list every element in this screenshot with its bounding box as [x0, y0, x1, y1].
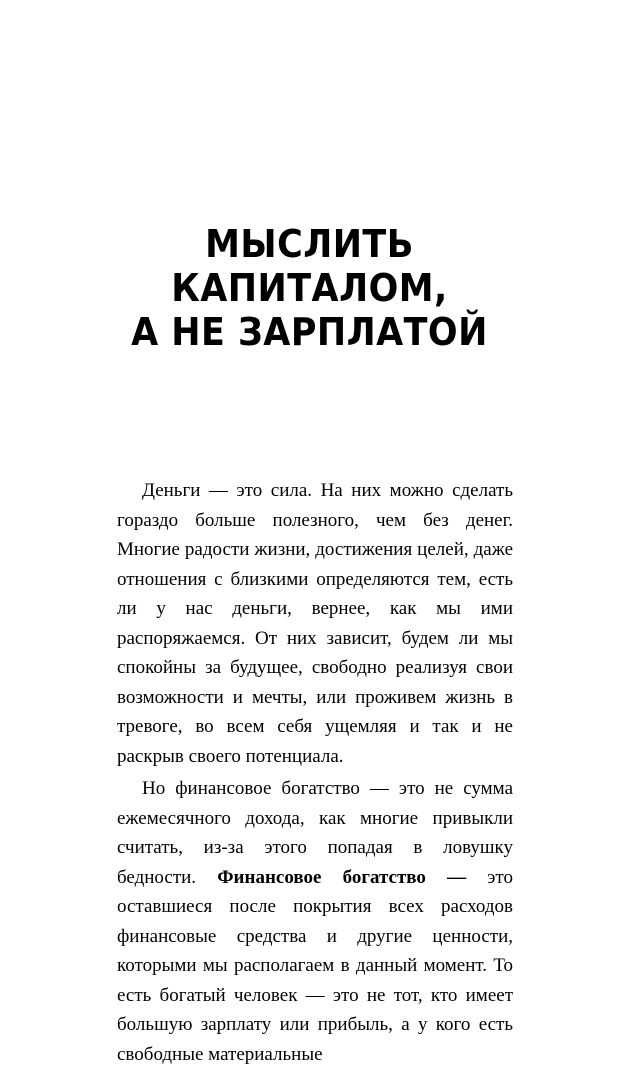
paragraph-2 — [117, 774, 513, 1069]
paragraph-2-text-end: это оставшиеся после покрытия всех расходов финансовые средства и другие ценности, которыми мы располагаем в данный момент. То есть богатый человек — это не тот, кто имеет большую зарплату или прибыль, а у кого есть свободные материальные — [117, 866, 513, 1065]
financial-wealth-term: Финансовое богатство — — [217, 866, 467, 888]
chapter-title-line-3: А НЕ ЗАРПЛАТОЙ — [131, 310, 488, 354]
chapter-title — [25, 222, 594, 354]
paragraph-2-text-start: Но финансовое богатство — это не сумма ежемесячного дохода, как многие привыкли считать, из-за этого попадая в ловушку бедности. — [117, 778, 513, 888]
paragraph-1: Деньги — это сила. На них можно сделать гораздо больше полезного, чем без денег. Многие радости жизни, достижения целей, даже отношения с близкими определяются тем, есть ли у нас деньги, вернее, как мы ими распоряжаемся. От них зависит, будем ли мы спокойны за будущее, свободно реализуя свои возможности и мечты, или проживем жизнь в тревоге, во всем себя ущемляя и так и не раскрыв своего потенциала. — [117, 480, 513, 767]
body-text — [117, 476, 513, 1069]
chapter-title-line-2: КАПИТАЛОМ, — [171, 266, 448, 310]
chapter-title-line-1: МЫСЛИТЬ — [205, 222, 414, 266]
